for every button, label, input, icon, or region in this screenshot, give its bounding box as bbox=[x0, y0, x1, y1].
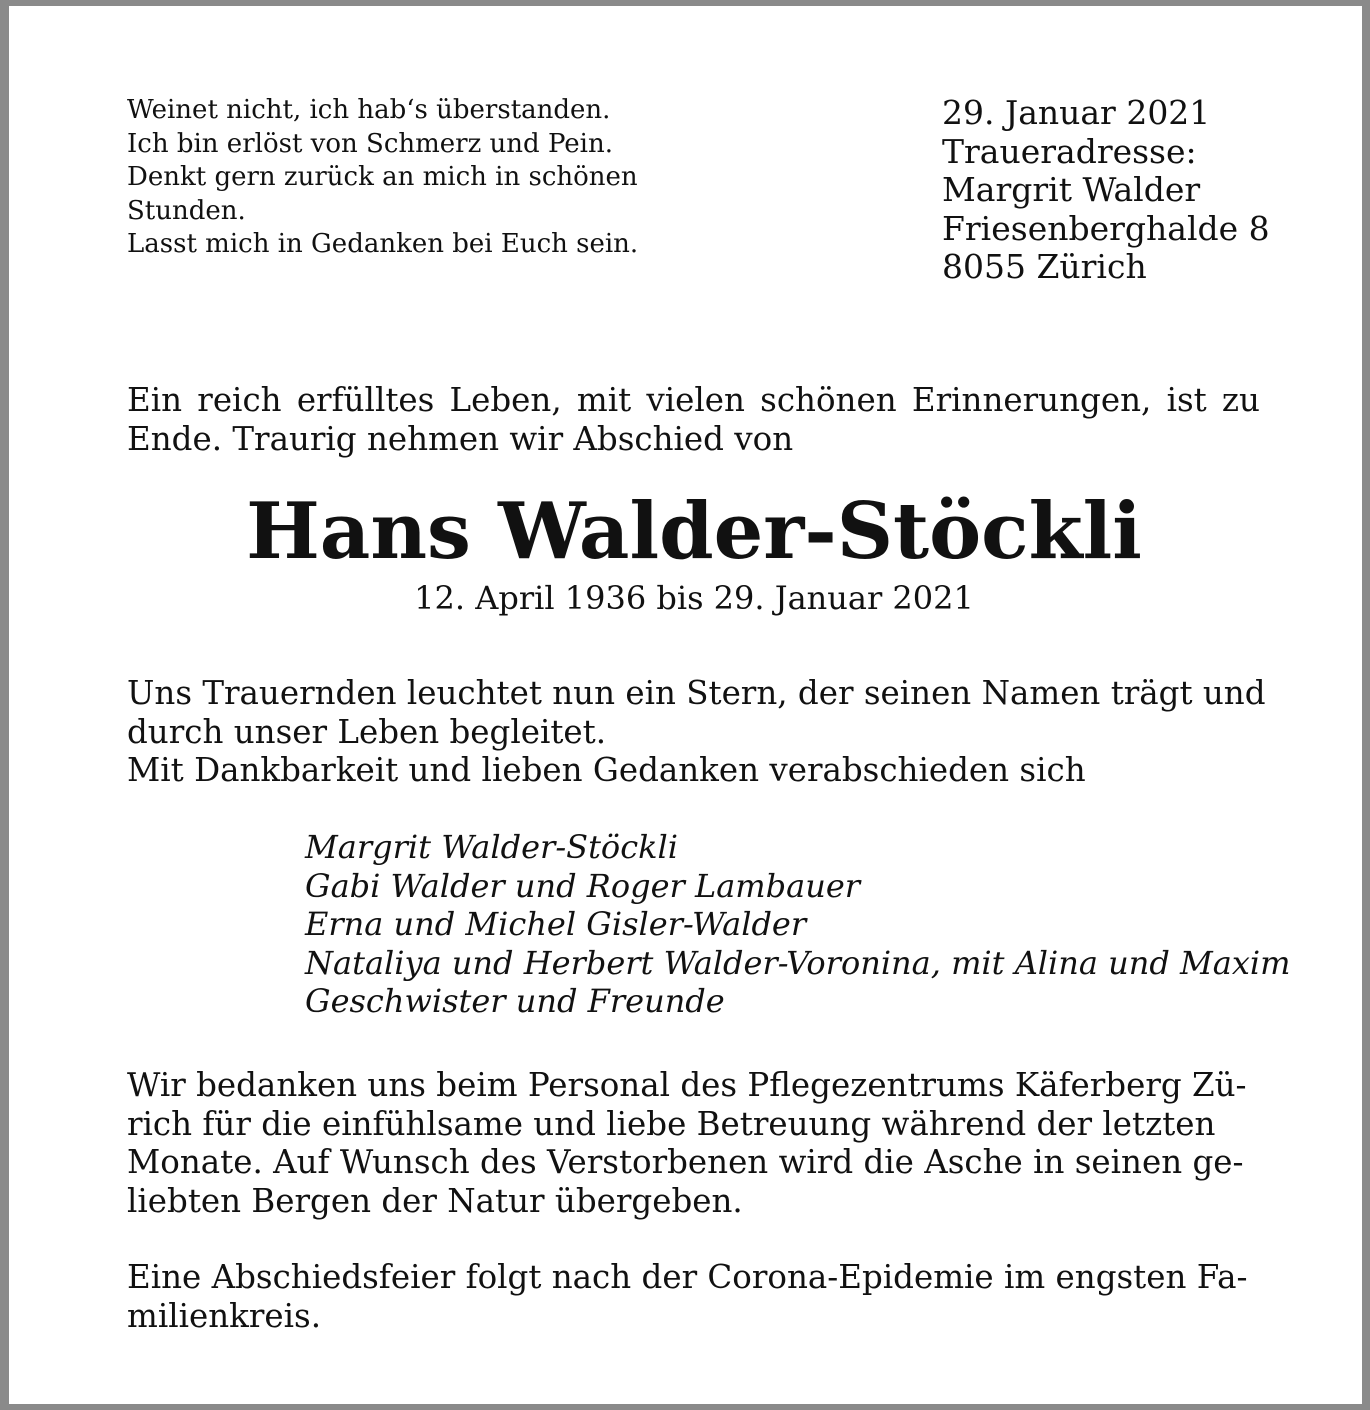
mourners-list bbox=[305, 828, 1305, 1021]
notice-date: 29. Januar 2021 bbox=[942, 93, 1211, 132]
farewell-text bbox=[127, 1258, 1327, 1335]
gratitude-line: Wir bedanken uns beim Personal des Pflegezentrums Käferberg Zü- bbox=[127, 1066, 1247, 1104]
mourner-entry: Geschwister und Freunde bbox=[305, 982, 725, 1020]
address-street: Friesenberghalde 8 bbox=[942, 208, 1270, 248]
gratitude-text bbox=[127, 1066, 1327, 1220]
address-city: 8055 Zürich bbox=[942, 247, 1147, 286]
poem-line: Stunden. bbox=[127, 195, 246, 226]
farewell-line: milienkreis. bbox=[127, 1296, 322, 1335]
message-line: Mit Dankbarkeit und lieben Gedanken verabschieden sich bbox=[127, 751, 1086, 789]
poem-line: Lasst mich in Gedanken bei Euch sein. bbox=[127, 229, 639, 259]
mourner-entry: Erna und Michel Gisler-Walder bbox=[305, 905, 807, 943]
life-dates: 12. April 1936 bis 29. Januar 2021 bbox=[414, 579, 974, 617]
address-label: Traueradresse: bbox=[942, 131, 1197, 171]
mourner-entry: Margrit Walder-Stöckli bbox=[305, 828, 678, 866]
farewell-line: Eine Abschiedsfeier folgt nach der Corona-Epidemie im engsten Fa- bbox=[127, 1258, 1248, 1296]
gratitude-line: liebten Bergen der Natur übergeben. bbox=[127, 1181, 743, 1220]
poem-line: Ich bin erlöst von Schmerz und Pein. bbox=[127, 128, 613, 159]
message-line: durch unser Leben begleitet. bbox=[127, 712, 607, 751]
poem bbox=[127, 94, 827, 262]
message-line: Uns Trauernden leuchtet nun ein Stern, der seinen Namen trägt und bbox=[127, 674, 1266, 712]
deceased-name: Hans Walder-Stöckli bbox=[246, 486, 1142, 577]
mourner-entry: Nataliya und Herbert Walder-Voronina, mit Alina und Maxim bbox=[305, 943, 1291, 982]
mourning-address bbox=[942, 94, 1342, 287]
mourner-entry: Gabi Walder und Roger Lambauer bbox=[305, 866, 861, 905]
gratitude-line: rich für die einfühlsame und liebe Betreuung während der letzten bbox=[127, 1104, 1216, 1143]
poem-line: Denkt gern zurück an mich in schönen bbox=[127, 162, 638, 192]
poem-line: Weinet nicht, ich hab‘s überstanden. bbox=[127, 95, 611, 125]
message-text bbox=[127, 674, 1327, 790]
address-name: Margrit Walder bbox=[942, 170, 1201, 209]
gratitude-line: Monate. Auf Wunsch des Verstorbenen wird die Asche in seinen ge- bbox=[127, 1143, 1244, 1181]
intro-text: Ein reich erfülltes Leben, mit vielen schönen Erinnerungen, ist zu Ende. Traurig nehmen wir Abschied von bbox=[127, 381, 1260, 458]
